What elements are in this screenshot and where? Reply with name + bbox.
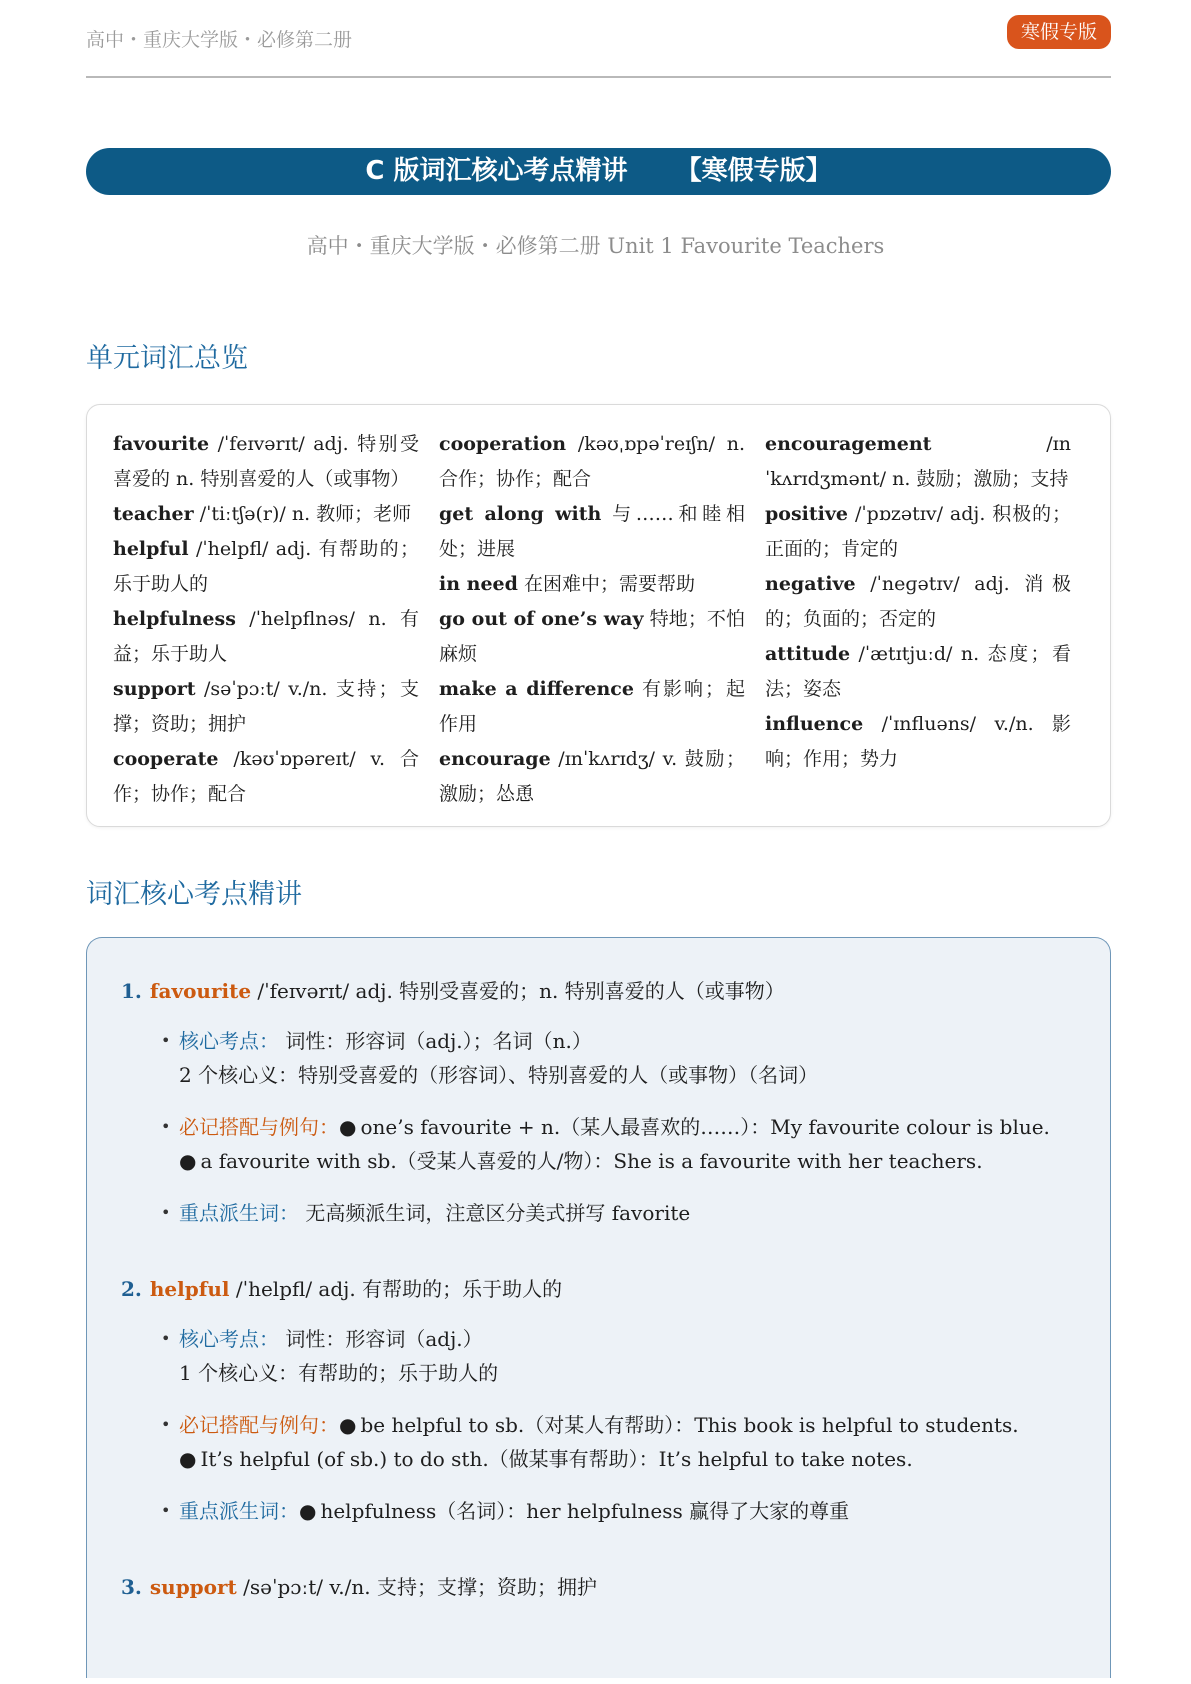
- page-title: C 版词汇核心考点精讲: [365, 156, 628, 186]
- overview-entry: helpfulness /ˈhelpflnəs/ n. 有益；乐于助人: [113, 608, 419, 665]
- overview-entry: support /səˈpɔːt/ v./n. 支持；支撑；资助；拥护: [113, 678, 419, 735]
- overview-column-2: [439, 427, 745, 812]
- overview-entry: influence /ˈɪnfluəns/ v./n. 影响；作用；势力: [765, 713, 1071, 770]
- breadcrumb: 高中・重庆大学版・必修第二册: [86, 29, 353, 51]
- vocabulary-detail-box: [86, 937, 1111, 1678]
- edition-badge: 寒假专版: [1007, 15, 1111, 49]
- page-subtitle: 高中・重庆大学版・必修第二册 Unit 1 Favourite Teachers: [306, 234, 885, 258]
- entry-definition: /ˈfeɪvərɪt/ adj. 特别受喜爱的；n. 特别喜爱的人（或事物）: [251, 979, 785, 1003]
- derivatives: • 重点派生词：● helpfulness（名词）：her helpfulness 赢得了大家的尊重: [155, 1494, 1081, 1528]
- entry-number: 2.: [121, 1277, 142, 1301]
- entry-word: favourite: [149, 979, 252, 1003]
- derivatives-label: 重点派生词：: [179, 1201, 299, 1225]
- section-heading-overview: 单元词汇总览: [86, 343, 248, 374]
- entry-word: helpful: [149, 1277, 230, 1301]
- overview-entry: attitude /ˈætɪtjuːd/ n. 态度；看法；姿态: [765, 643, 1071, 700]
- page-header: [86, 21, 1111, 78]
- entry-definition: /səˈpɔːt/ v./n. 支持；支撑；资助；拥护: [236, 1575, 597, 1599]
- title-bar: [86, 148, 1111, 195]
- core-point: • 核心考点： 词性：形容词（adj.）；名词（n.） 2 个核心义：特别受喜爱的（形容词）、特别喜爱的人（或事物）（名词）: [155, 1024, 1081, 1092]
- overview-entry: cooperation /kəʊˌɒpəˈreɪʃn/ n. 合作；协作；配合: [439, 433, 745, 490]
- section-heading-detail: 词汇核心考点精讲: [86, 879, 302, 910]
- entry-definition: /ˈhelpfl/ adj. 有帮助的；乐于助人的: [229, 1277, 563, 1301]
- entry-number: 1.: [121, 979, 142, 1003]
- overview-entry: go out of one’s way 特地；不怕麻烦: [439, 608, 745, 665]
- core-point-label: 核心考点：: [179, 1029, 279, 1053]
- core-point-label: 核心考点：: [179, 1327, 279, 1351]
- overview-entry: make a difference 有影响；起作用: [439, 678, 745, 735]
- entry-heading: [121, 1274, 1081, 1304]
- collocations: • 必记搭配与例句：● be helpful to sb.（对某人有帮助）：This book is helpful to students. ● It’s helpful (of sb.) to do sth.（做某事有帮助）：It’s helpful to take notes.: [155, 1408, 1081, 1476]
- overview-entry: encouragement /ɪnˈkʌrɪdʒmənt/ n. 鼓励；激励；支持: [765, 433, 1071, 490]
- overview-entry: encourage /ɪnˈkʌrɪdʒ/ v. 鼓励；激励；怂恿: [439, 748, 745, 805]
- entry-heading: [121, 1572, 1081, 1602]
- entry-heading: [121, 976, 1081, 1006]
- vocabulary-overview-box: [86, 404, 1111, 827]
- overview-column-1: [113, 427, 419, 812]
- collocations-label: 必记搭配与例句：: [179, 1413, 339, 1437]
- overview-column-3: [765, 427, 1071, 777]
- overview-entry: in need 在困难中；需要帮助: [439, 573, 695, 595]
- overview-entry: positive /ˈpɒzətɪv/ adj. 积极的；正面的；肯定的: [765, 503, 1071, 560]
- overview-entry: get along with 与……和睦相处；进展: [439, 503, 745, 560]
- derivatives: • 重点派生词： 无高频派生词，注意区分美式拼写 favorite: [155, 1196, 1081, 1230]
- overview-entry: teacher /ˈtiːtʃə(r)/ n. 教师；老师: [113, 503, 412, 525]
- overview-entry: negative /ˈneɡətɪv/ adj. 消极的；负面的；否定的: [765, 573, 1071, 630]
- overview-entry: cooperate /kəʊˈɒpəreɪt/ v. 合作；协作；配合: [113, 748, 419, 805]
- overview-entry: helpful /ˈhelpfl/ adj. 有帮助的；乐于助人的: [113, 538, 419, 595]
- derivatives-label: 重点派生词：: [179, 1499, 299, 1523]
- title-tag: 【寒假专版】: [675, 156, 832, 186]
- entry-word: support: [149, 1575, 237, 1599]
- core-point: • 核心考点： 词性：形容词（adj.） 1 个核心义：有帮助的；乐于助人的: [155, 1322, 1081, 1390]
- entry-number: 3.: [121, 1575, 142, 1599]
- collocations: • 必记搭配与例句：● one’s favourite + n.（某人最喜欢的……）：My favourite colour is blue. ● a favourite with sb.（受某人喜爱的人/物）：She is a favourite with her teachers.: [155, 1110, 1081, 1178]
- collocations-label: 必记搭配与例句：: [179, 1115, 339, 1139]
- overview-entry: favourite /ˈfeɪvərɪt/ adj. 特别受喜爱的 n. 特别喜爱的人（或事物）: [113, 433, 419, 490]
